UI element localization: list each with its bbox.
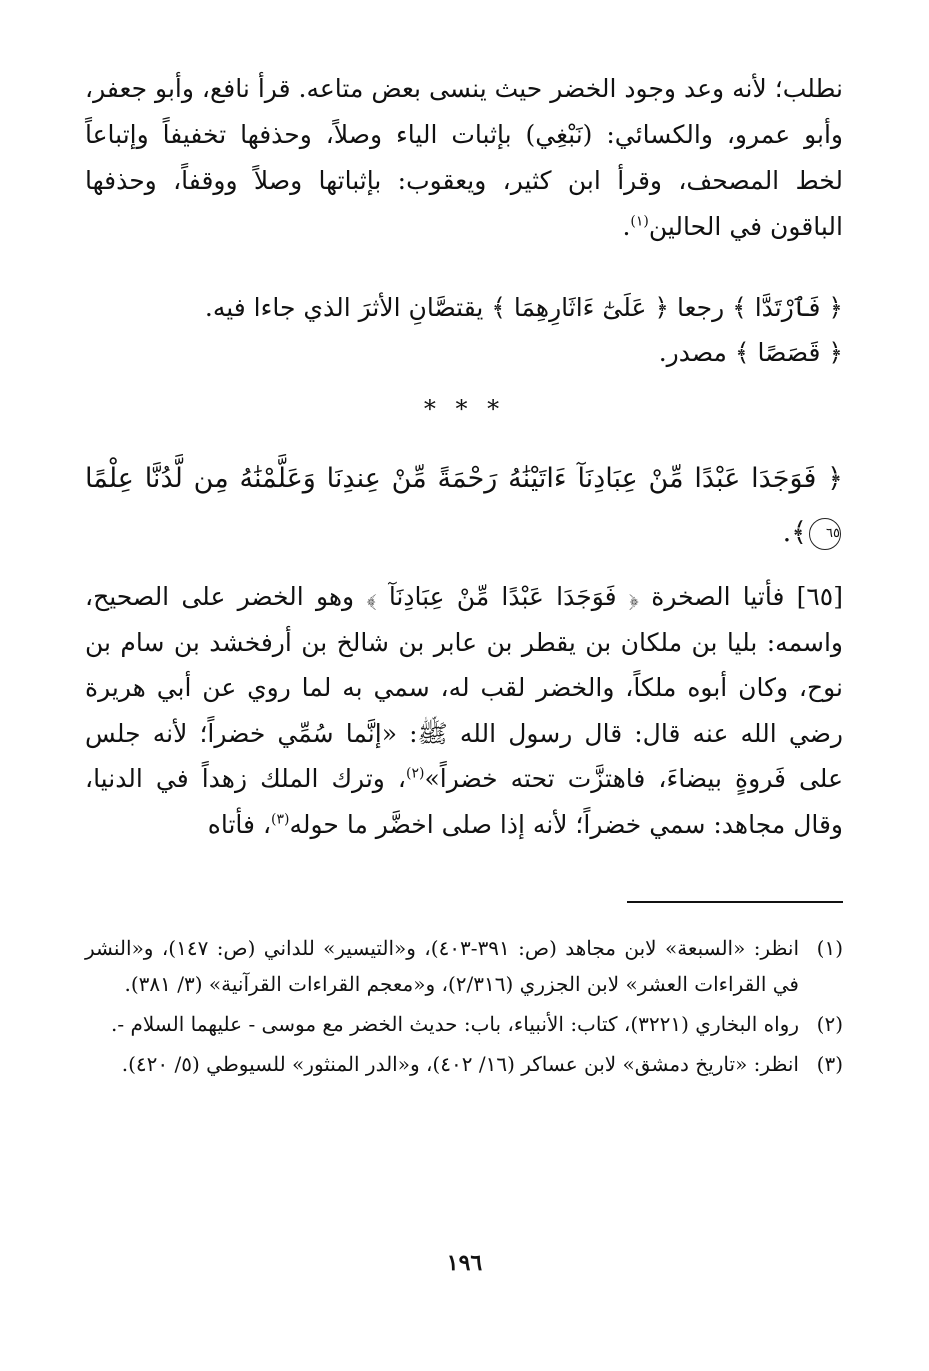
paragraph-end: . (622, 212, 631, 241)
paragraph-text: [٦٥] فأتيا الصخرة ﴿ فَوَجَدَا عَبْدًا مِّنْ عِبَادِنَآ ﴾ وهو الخضر على الصحيح، واسمه: بليا بن ملكان بن يقطر بن عابر بن شالخ بن أرفخشد بن سام بن نوح، وكان أبوه ملكاً، والخضر لقب له، سمي به لما روي عن أبي هريرة رضي الله عنه قال: قال رسول الله ﷺ: «إنَّما سُمِّي خضراً؛ لأنه جلس على فَروةٍ بيضاءَ، فاهتزَّت تحته خضراً» (85, 582, 843, 793)
verse-number-marker: ٦٥ (809, 518, 841, 550)
footnote-reference-3[interactable]: (٣) (271, 811, 290, 828)
quran-verse-block (85, 452, 843, 560)
paragraph-text: ﴿ قَصَصًا ﴾ مصدر. (658, 338, 843, 367)
footnote-1 (85, 930, 843, 1002)
main-paragraph-2 (85, 285, 843, 331)
footnote-number: (٣) (816, 1052, 843, 1076)
paragraph-text: نطلب؛ لأنه وعد وجود الخضر حيث ينسى بعض متاعه. قرأ نافع، وأبو جعفر، وأبو عمرو، والكسائي: (نَبْغِي) بإثبات الياء وصلاً، وحذفها تخفيفاً وإتباعاً لخط المصحف، وقرأ ابن كثير، ويعقوب: بإثباتها وصلاً ووقفاً، وحذفها الباقون في الحالين (85, 74, 843, 241)
main-paragraph-4 (85, 574, 843, 847)
paragraph-text-end: ، فأتاه (207, 809, 272, 839)
footnote-text: رواه البخاري (٣٢٢١)، كتاب: الأنبياء، باب: حديث الخضر مع موسى - عليهما السلام -. (110, 1012, 799, 1036)
page-number: ١٩٦ (446, 1250, 483, 1276)
footnotes-section (85, 930, 843, 1086)
paragraph-text: ﴿ فَٱرْتَدَّا ﴾ رجعا ﴿ عَلَىٰٓ ءَاثَارِهِمَا ﴾ يقتصَّانِ الأثرَ الذي جاءا فيه. (204, 293, 843, 322)
footnote-number: (١) (816, 936, 843, 960)
footnote-text: انظر: «السبعة» لابن مجاهد (ص: ٣٩١-٤٠٣)، و«التيسير» للداني (ص: ١٤٧)، و«النشر في القراءات العشر» لابن الجزري (٢/٣١٦)، و«معجم القراءات القرآنية» (٣/ ٣٨١). (85, 936, 799, 996)
main-paragraph-3 (85, 330, 843, 376)
footnote-reference-2[interactable]: (٢) (405, 765, 425, 782)
verse-text: ﴿ فَوَجَدَا عَبْدًا مِّنْ عِبَادِنَآ ءَاتَيْنَٰهُ رَحْمَةً مِّنْ عِندِنَا وَعَلَّمْنَٰهُ مِن لَّدُنَّا عِلْمًا (85, 463, 843, 494)
footnote-3 (85, 1046, 843, 1082)
section-separator: * * * (423, 395, 506, 423)
footnote-number: (٢) (816, 1012, 843, 1036)
main-paragraph-1 (85, 66, 843, 250)
verse-close: ﴾. (782, 517, 807, 548)
footnote-2 (85, 1006, 843, 1042)
paragraph-text-continued: ، وترك الملك زهداً في الدنيا، وقال مجاهد: سمي خضراً؛ لأنه إذا صلى اخضَّر ما حوله (85, 764, 843, 839)
footnote-reference-1[interactable]: (١) (630, 213, 649, 230)
footnote-text: انظر: «تاريخ دمشق» لابن عساكر (١٦/ ٤٠٢)، و«الدر المنثور» للسيوطي (٥/ ٤٢٠). (121, 1052, 799, 1076)
footnote-divider (627, 901, 843, 903)
